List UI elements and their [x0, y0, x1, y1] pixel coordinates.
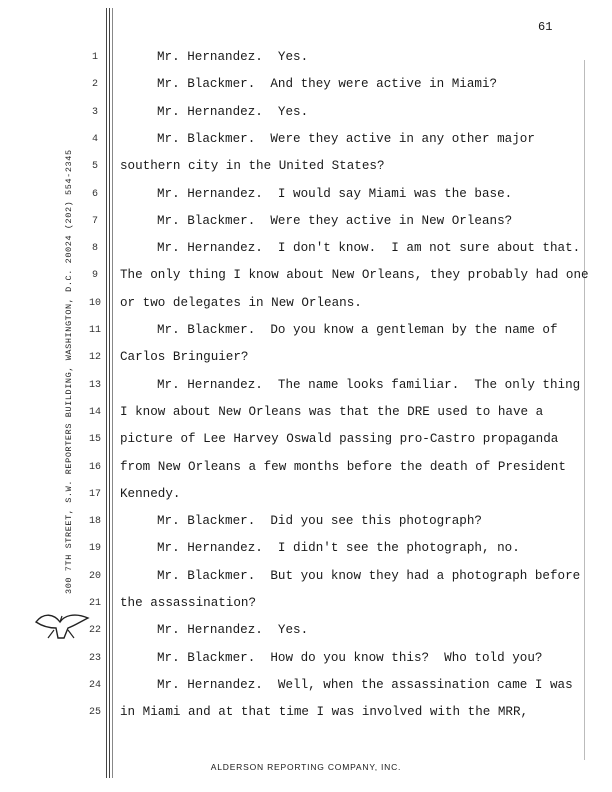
transcript-line: Mr. Blackmer. Do you know a gentleman by the name of	[157, 323, 558, 337]
line-number: 23	[88, 652, 101, 664]
line-number: 7	[91, 215, 98, 227]
line-number: 17	[88, 488, 101, 500]
line-number: 24	[88, 679, 101, 691]
line-number: 1	[91, 52, 98, 63]
transcript-line: Mr. Blackmer. But you know they had a photograph before	[157, 568, 581, 583]
line-number: 12	[88, 352, 101, 364]
transcript-line: Mr. Blackmer. Did you see this photograph?	[157, 514, 482, 529]
line-number: 4	[91, 133, 98, 145]
line-number: 15	[88, 434, 101, 446]
transcript-line: Mr. Hernandez. Well, when the assassination came I was	[157, 677, 573, 692]
transcript-line: Mr. Hernandez. I would say Miami was the base.	[157, 186, 513, 201]
line-number: 18	[88, 516, 101, 528]
reporter-address-margin-text: 300 7TH STREET, S.W. REPORTERS BUILDING, WASHINGTON, D.C. 20024 (202) 554-2345	[64, 149, 74, 594]
left-margin-rule	[106, 8, 107, 778]
transcript-line: Mr. Blackmer. How do you know this? Who told you?	[157, 650, 543, 665]
transcript-line: from New Orleans a few months before the death of President	[120, 459, 566, 474]
line-number: 11	[88, 325, 101, 336]
line-number: 9	[91, 270, 98, 282]
transcript-line: Kennedy.	[120, 486, 181, 501]
transcript-line: Mr. Hernandez. I don't know. I am not sure about that.	[157, 241, 581, 256]
eagle-seal-stamp	[34, 608, 90, 644]
line-number: 14	[88, 406, 101, 418]
line-number: 20	[88, 570, 101, 582]
transcript-line: picture of Lee Harvey Oswald passing pro-Castro propaganda	[120, 432, 559, 447]
line-number: 10	[88, 297, 101, 309]
transcript-line: Mr. Hernandez. Yes.	[157, 623, 309, 638]
transcript-line: the assassination?	[120, 596, 257, 610]
transcript-line: Mr. Blackmer. And they were active in Miami?	[157, 77, 498, 92]
line-number: 8	[91, 243, 98, 255]
line-number: 25	[88, 707, 101, 719]
transcript-line: Mr. Blackmer. Were they active in any other major	[157, 131, 535, 146]
line-number: 22	[88, 625, 101, 637]
left-margin-rule	[109, 8, 110, 778]
line-number: 21	[88, 598, 101, 609]
transcript-line: Mr. Hernandez. Yes.	[157, 50, 309, 64]
left-margin-rule	[112, 8, 113, 778]
line-number: 5	[91, 161, 98, 173]
transcript-line: Mr. Hernandez. Yes.	[157, 104, 309, 119]
line-number: 16	[88, 461, 101, 473]
footer-company: ALDERSON REPORTING COMPANY, INC.	[210, 762, 402, 772]
right-margin-rule	[584, 60, 585, 760]
transcript-line: I know about New Orleans was that the DRE used to have a	[120, 404, 544, 419]
line-number: 2	[91, 79, 98, 91]
transcript-line: Mr. Hernandez. The name looks familiar. The only thing	[157, 377, 581, 392]
page-number: 61	[538, 20, 553, 34]
line-number: 6	[91, 188, 98, 200]
transcript-line: in Miami and at that time I was involved with the MRR,	[120, 705, 529, 720]
line-number: 19	[88, 543, 101, 555]
transcript-line: Carlos Bringuier?	[120, 350, 249, 365]
line-number: 3	[91, 106, 98, 118]
transcript-line: or two delegates in New Orleans.	[120, 295, 362, 310]
line-number: 13	[88, 379, 101, 391]
transcript-line: southern city in the United States?	[120, 159, 385, 174]
transcript-line: Mr. Hernandez. I didn't see the photograph, no.	[157, 541, 520, 556]
transcript-line: The only thing I know about New Orleans, they probably had one	[120, 268, 589, 283]
transcript-line: Mr. Blackmer. Were they active in New Orleans?	[157, 213, 513, 228]
